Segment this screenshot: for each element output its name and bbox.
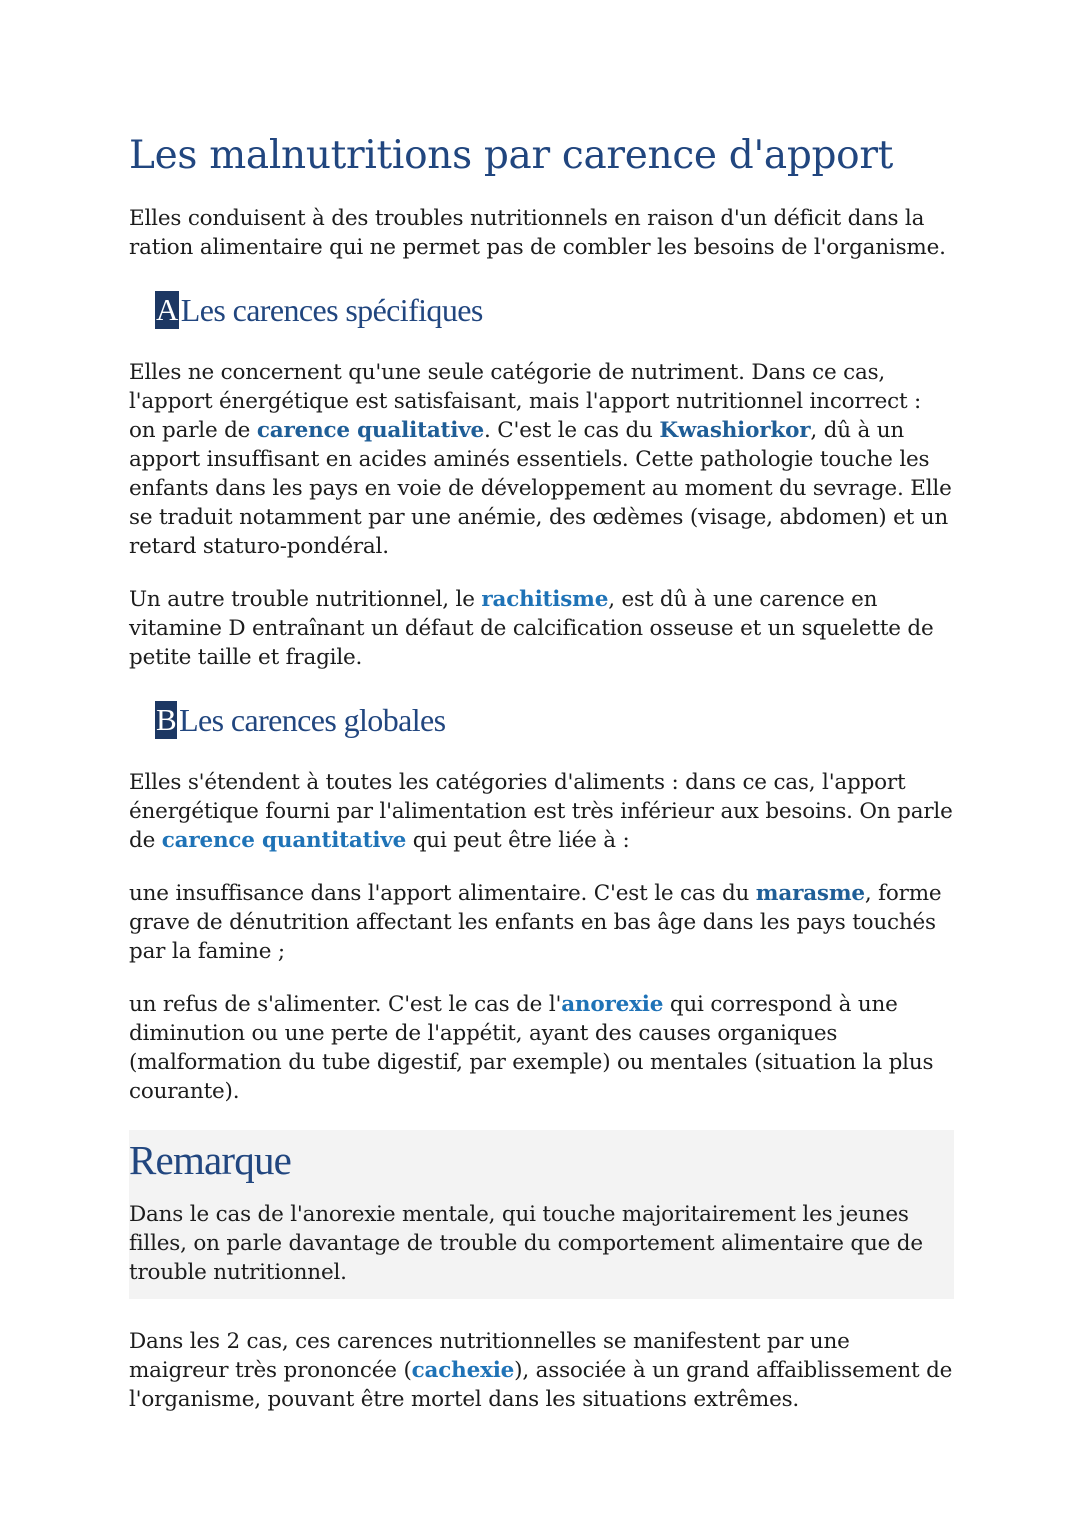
keyword-marasme: marasme [755, 881, 865, 906]
remark-box [129, 1130, 954, 1299]
text-segment: qui correspond à une diminution ou une perte de l'appétit, ayant des causes organiques (malformation du tube digestif, par exemple) ou mentales (situation la plus courante). [129, 992, 934, 1104]
keyword-rachitisme: rachitisme [481, 587, 609, 612]
keyword-carence-quantitative: carence quantitative [161, 828, 407, 853]
text-segment: , forme grave de dénutrition affectant les enfants en bas âge dans les pays touchés par la famine ; [129, 881, 942, 964]
intro-paragraph [129, 204, 954, 262]
section-a-title: Les carences spécifiques [180, 292, 483, 328]
text-segment: Un autre trouble nutritionnel, le [129, 587, 482, 612]
text-segment: , dû à un apport insuffisant en acides aminés essentiels. Cette pathologie touche les enfants dans les pays en voie de développement au moment du sevrage. Elle se traduit notamment par une anémie, des œdèmes (visage, abdomen) et un retard staturo-pondéral. [129, 418, 952, 559]
list-item-anorexie [129, 990, 954, 1106]
text-segment: Dans les 2 cas, ces carences nutritionnelles se manifestent par une maigreur très prononcée ( [129, 1329, 850, 1383]
text-segment: , est dû à une carence en vitamine D entraînant un défaut de calcification osseuse et un squelette de petite taille et fragile. [129, 587, 934, 670]
section-a-letter: A [156, 292, 178, 327]
list-item-marasme [129, 879, 954, 966]
document-page [129, 130, 954, 1414]
keyword-anorexie: anorexie [561, 992, 664, 1017]
remark-title: Remarque [129, 1137, 292, 1183]
page-title: Les malnutritions par carence d'apport [129, 133, 894, 178]
text-segment: une insuffisance dans l'apport alimentaire. C'est le cas du [129, 881, 756, 906]
remark-text: Dans le cas de l'anorexie mentale, qui touche majoritairement les jeunes filles, on parle davantage de trouble du comportement alimentaire que de trouble nutritionnel. [129, 1202, 923, 1285]
rachitisme-paragraph [129, 585, 954, 672]
section-b-paragraph [129, 768, 954, 855]
section-a-heading [155, 290, 954, 330]
text-segment: qui peut être liée à : [406, 828, 630, 853]
text-segment: . C'est le cas du [484, 418, 660, 443]
section-a-paragraph [129, 358, 954, 561]
keyword-carence-qualitative: carence qualitative [256, 418, 485, 443]
text-segment: ), associée à un grand affaiblissement de l'organisme, pouvant être mortel dans les situations extrêmes. [129, 1358, 953, 1412]
text-segment: Elles s'étendent à toutes les catégories d'aliments : dans ce cas, l'apport énergétique fourni par l'alimentation est très inférieur aux besoins. On parle de [129, 770, 953, 853]
text-segment: Elles ne concernent qu'une seule catégorie de nutriment. Dans ce cas, l'apport énergétique est satisfaisant, mais l'apport nutritionnel incorrect : on parle de [129, 360, 922, 443]
section-b-title: Les carences globales [179, 702, 446, 738]
keyword-cachexie: cachexie [411, 1358, 515, 1383]
section-b-letter: B [156, 702, 177, 737]
intro-text: Elles conduisent à des troubles nutritionnels en raison d'un déficit dans la ration alimentaire qui ne permet pas de combler les besoins de l'organisme. [129, 206, 946, 260]
keyword-kwashiorkor: Kwashiorkor [659, 418, 811, 443]
conclusion-paragraph [129, 1327, 954, 1414]
section-b-heading [155, 700, 954, 740]
text-segment: un refus de s'alimenter. C'est le cas de l' [129, 992, 562, 1017]
